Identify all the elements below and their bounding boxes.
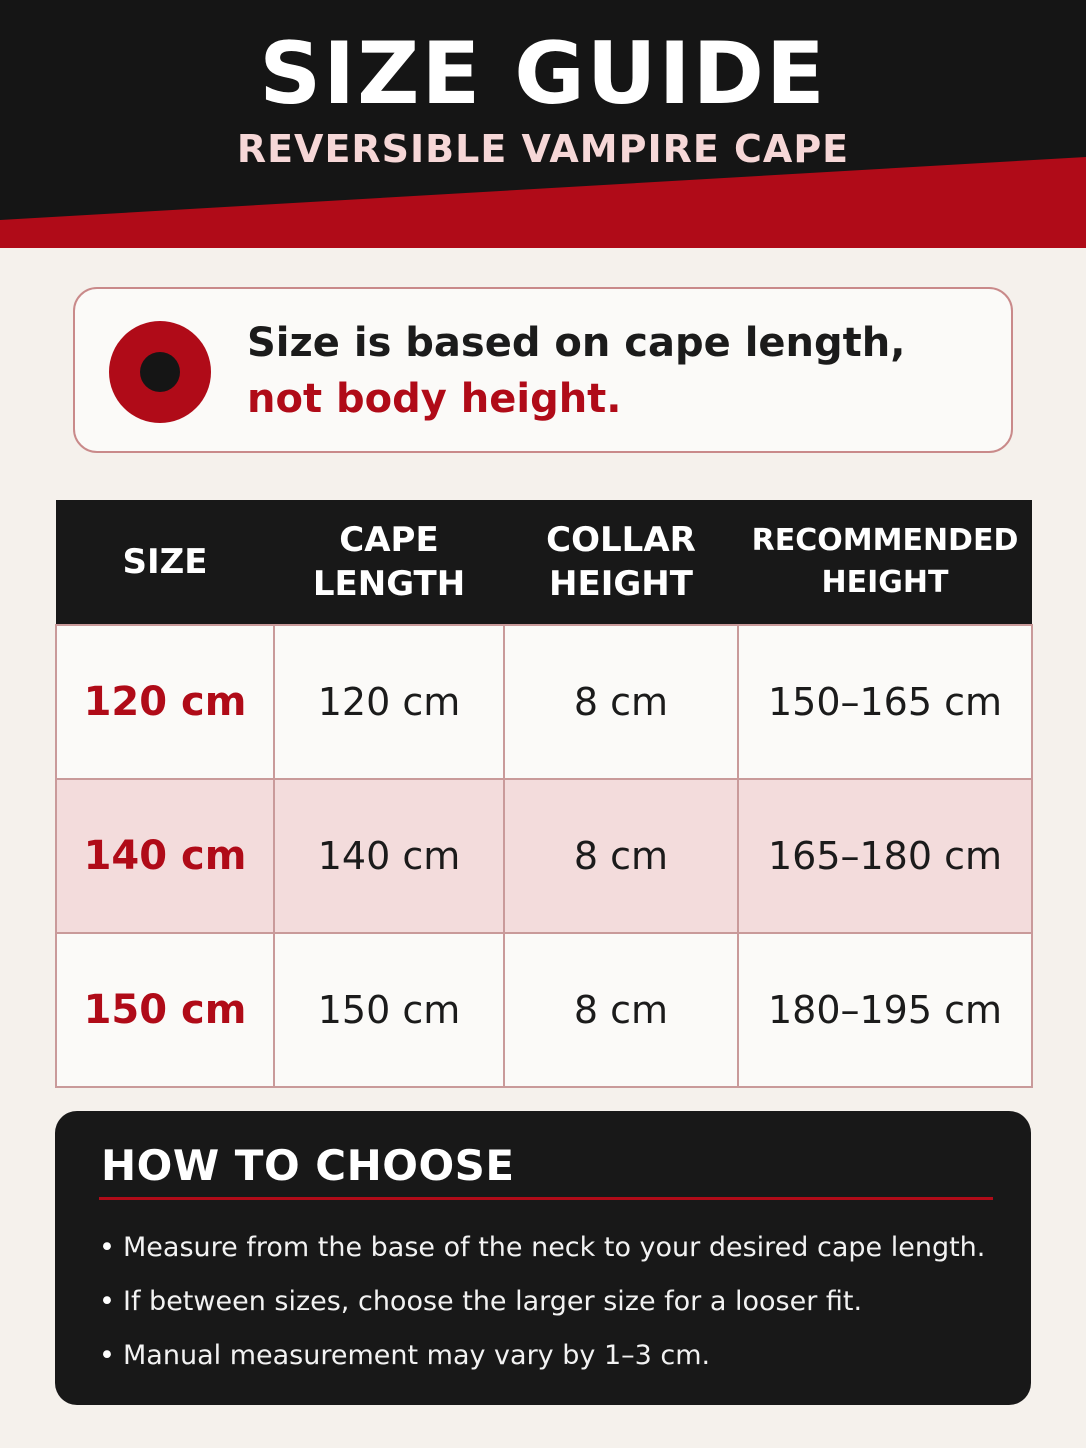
size-note-line-1: Size is based on cape length, xyxy=(247,320,906,366)
list-item xyxy=(99,1275,985,1329)
header-recommended-height-line-1: RECOMMENDED xyxy=(751,523,1019,558)
size-cell: 150 cm xyxy=(56,933,274,1087)
collar-height-cell: 8 cm xyxy=(504,625,738,779)
size-cell: 140 cm xyxy=(56,779,274,933)
list-item-text: Measure from the base of the neck to your desired cape length. xyxy=(123,1232,986,1263)
how-to-choose-title: HOW TO CHOOSE xyxy=(101,1141,515,1190)
cape-length-cell: 120 cm xyxy=(274,625,504,779)
collar-height-cell: 8 cm xyxy=(504,779,738,933)
header-banner xyxy=(0,0,1086,248)
how-to-choose-divider xyxy=(99,1197,993,1200)
cape-length-cell: 140 cm xyxy=(274,779,504,933)
header-size-line-1: SIZE xyxy=(122,542,208,582)
table-row xyxy=(56,625,1032,779)
header-collar-height xyxy=(504,500,738,625)
how-to-choose-list xyxy=(99,1221,985,1383)
header-cape-length-line-1: CAPE xyxy=(339,520,439,560)
how-to-choose-panel xyxy=(55,1111,1031,1405)
header-cape-length-line-2: LENGTH xyxy=(312,564,466,604)
page-subtitle: REVERSIBLE VAMPIRE CAPE xyxy=(236,127,850,171)
header-cape-length xyxy=(274,500,504,625)
table-header-row xyxy=(56,500,1032,625)
recommended-height-cell: 150–165 cm xyxy=(738,625,1032,779)
bullet-icon: • xyxy=(99,1340,115,1371)
header-collar-height-line-1: COLLAR xyxy=(546,520,696,560)
list-item xyxy=(99,1221,985,1275)
cape-length-cell: 150 cm xyxy=(274,933,504,1087)
header-recommended-height xyxy=(738,500,1032,625)
header-recommended-height-line-2: HEIGHT xyxy=(821,565,949,600)
header-size xyxy=(56,500,274,625)
size-note-box xyxy=(73,287,1013,453)
list-item-text: If between sizes, choose the larger size for a looser fit. xyxy=(123,1286,863,1317)
size-note-text xyxy=(247,315,905,427)
bullet-icon: • xyxy=(99,1232,115,1263)
bullet-icon: • xyxy=(99,1286,115,1317)
table-row xyxy=(56,779,1032,933)
page-title: SIZE GUIDE xyxy=(259,24,827,124)
recommended-height-cell: 165–180 cm xyxy=(738,779,1032,933)
table-row xyxy=(56,933,1032,1087)
collar-height-cell: 8 cm xyxy=(504,933,738,1087)
list-item-text: Manual measurement may vary by 1–3 cm. xyxy=(123,1340,711,1371)
size-note-line-2: not body height. xyxy=(247,376,622,422)
red-ring-icon xyxy=(109,321,211,423)
size-table xyxy=(55,500,1033,1088)
size-cell: 120 cm xyxy=(56,625,274,779)
recommended-height-cell: 180–195 cm xyxy=(738,933,1032,1087)
header-collar-height-line-2: HEIGHT xyxy=(549,564,693,604)
list-item xyxy=(99,1329,985,1383)
